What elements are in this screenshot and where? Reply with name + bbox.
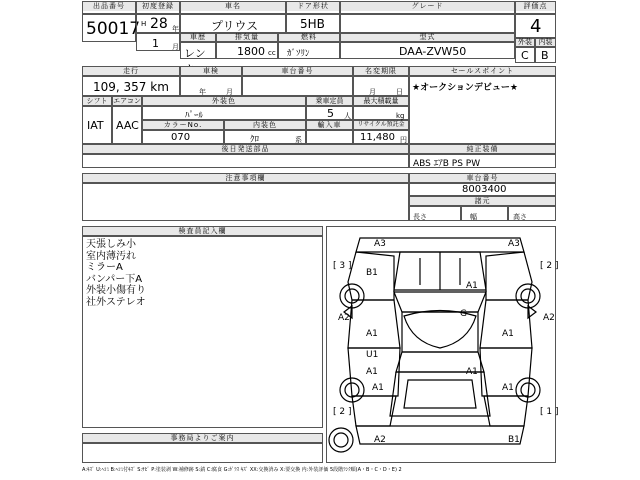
inspector-label-cell: 検査員記入欄 <box>82 226 323 236</box>
fuel-label-cell: 燃料 <box>278 33 340 42</box>
usage-cell <box>180 42 216 59</box>
year-unit: 年 <box>172 25 179 33</box>
footer-legend: A:ｷｽﾞ U:ﾍｺﾐ B:ﾍｺﾐ付ｷｽﾞ S:ｻﾋﾞ P:塗装剥 W:補修跡 S:錆 C:腐食 G:ｶﾞﾗｽ ｷｽﾞ XX:交換済み X:要交換 内:外装評価 5段階ﾗﾝｸ順(A・B・C・D・E) 2 <box>82 467 402 473</box>
shift-cell <box>82 106 112 144</box>
displacement: 1800 <box>237 45 265 58</box>
era: H <box>141 20 147 28</box>
shaken-label-cell: 車検 <box>180 66 242 76</box>
damage-diagram <box>326 226 559 463</box>
damage-mark: A3 <box>374 239 386 249</box>
ext-grade-label-cell: 外装 <box>515 38 535 47</box>
ext-color-label-cell: 外装色 <box>142 96 306 106</box>
ext-color-cell <box>142 106 306 120</box>
shift: IAT <box>87 119 104 132</box>
sales-point-cell <box>409 76 556 144</box>
int-grade-label-cell: 内装 <box>535 38 556 47</box>
panel-number: [ 2 ] <box>333 407 352 417</box>
panel-number: [ 1 ] <box>540 407 559 417</box>
damage-mark: B1 <box>508 435 520 445</box>
damage-mark: A1 <box>466 367 478 377</box>
first-reg-label-cell: 初度登録 <box>136 1 180 14</box>
inspector-line: バンパー下A <box>86 273 143 285</box>
color-no-label-cell: カラーNo. <box>142 120 224 130</box>
capacity-cell: 5 人 <box>306 106 353 120</box>
inspector-line: 天張しみ小 <box>86 239 136 250</box>
int-color-cell: ｸﾛ 系 <box>224 130 306 144</box>
sales-label-cell: セールスポイント <box>409 66 556 76</box>
first-reg-month-cell <box>136 33 180 51</box>
color-no-cell <box>142 130 224 144</box>
score-label-cell: 評価点 <box>515 1 556 14</box>
load-label-cell: 最大積載量 <box>353 96 409 106</box>
damage-mark: A2 <box>374 435 386 445</box>
inspector-lines <box>86 239 146 308</box>
mileage-label-cell: 走行 <box>82 66 180 76</box>
displacement-label-cell: 排気量 <box>216 33 278 42</box>
ext-color: ﾊﾟｰﾙ <box>185 111 204 121</box>
ac-label-cell: エアコン <box>113 97 141 105</box>
door-cell <box>286 14 340 33</box>
month-unit: 月 <box>172 43 179 51</box>
grade-cell <box>340 14 515 33</box>
damage-mark: B1 <box>366 268 378 278</box>
odometer-value: 8003400 <box>462 184 507 195</box>
chassis-label-cell: 車台番号 <box>242 66 353 76</box>
damage-mark: A2 <box>338 313 350 323</box>
odometer-label-cell: 車台番号 <box>409 173 556 183</box>
width-cell: 幅 <box>461 206 508 221</box>
damage-mark: G <box>460 309 467 319</box>
door-label-cell: ドア形状 <box>286 1 340 14</box>
dims-label-cell: 諸元 <box>409 196 556 206</box>
recycle-cell: 11,480 円 <box>353 130 409 144</box>
ext-grade: C <box>521 49 529 62</box>
inspector-line: ミラーA <box>86 262 123 273</box>
notes-cell <box>82 183 409 221</box>
shift-label-cell: シフト <box>82 96 112 106</box>
mileage-cell <box>82 76 180 96</box>
car-name-label-cell: 車名 <box>180 1 286 14</box>
damage-mark: A2 <box>543 313 555 323</box>
damage-mark: U1 <box>366 350 379 360</box>
model-label-cell: 型式 <box>340 33 515 42</box>
office-label-cell: 事務局よりご案内 <box>82 433 323 443</box>
panel-number: [ 2 ] <box>540 261 559 271</box>
import-cell <box>306 130 353 144</box>
genuine-label-cell: 純正装備 <box>409 144 556 154</box>
odometer-cell <box>409 183 556 196</box>
lot-no: 50017 <box>86 19 141 39</box>
recycle-label-cell: リサイクル預託金 <box>353 120 409 130</box>
model: DAA-ZVW50 <box>399 45 467 58</box>
panel-number: [ 3 ] <box>333 261 352 271</box>
ac-cell <box>112 106 142 144</box>
color-no: 070 <box>171 132 191 143</box>
damage-mark: A1 <box>502 383 514 393</box>
int-grade: B <box>541 49 549 62</box>
spare-wheel <box>329 428 353 452</box>
reg-month: 1 <box>152 37 159 50</box>
car-name: プリウス <box>211 19 259 33</box>
office-cell <box>82 443 323 463</box>
capacity-label-cell: 乗車定員 <box>306 96 353 106</box>
chassis-cell <box>242 76 353 96</box>
door-shape: 5HB <box>300 17 325 31</box>
damage-mark: A1 <box>366 329 378 339</box>
int-color-label-cell: 内装色 <box>224 120 306 130</box>
inspector-line: 外装小傷有り <box>86 285 146 296</box>
inspector-line: 社外ステレオ <box>86 296 146 308</box>
lot-no-label-cell: 出品番号 <box>82 1 136 14</box>
name-change-label-cell: 名変期限 <box>353 66 409 76</box>
import-label-cell: 輸入車 <box>306 120 353 130</box>
ac: AAC <box>116 119 139 132</box>
notes-label-cell: 注意事項欄 <box>82 173 409 183</box>
usage: レン <box>184 47 206 60</box>
retro-cell <box>82 154 409 168</box>
load-cell: kg <box>353 106 409 120</box>
lot-no-cell <box>82 14 141 42</box>
int-color: ｸﾛ <box>250 135 260 145</box>
capacity: 5 <box>327 107 334 120</box>
genuine: ABS ｴｱB PS PW <box>413 159 481 169</box>
damage-mark: A1 <box>372 383 384 393</box>
int-grade-cell <box>535 47 556 63</box>
damage-mark: A3 <box>508 239 520 249</box>
grade-label-cell: グレード <box>340 1 515 14</box>
first-reg-year-cell <box>136 14 180 33</box>
length-cell: 長さ <box>409 206 461 221</box>
reg-year: 28 <box>150 16 168 32</box>
damage-mark: A1 <box>366 367 378 377</box>
displacement-cell: 1800 cc <box>216 42 278 59</box>
model-cell <box>340 42 515 59</box>
sales-point: ★オークションデビュー★ <box>412 83 518 93</box>
ext-grade-cell <box>515 47 535 63</box>
damage-mark: A1 <box>502 329 514 339</box>
shaken-cell: 年 月 <box>180 76 242 96</box>
inspector-line: 室内薄汚れ <box>86 250 136 262</box>
name-change-cell: 月 日 <box>353 76 409 96</box>
inspector-notes <box>82 236 323 428</box>
fuel-cell <box>278 42 340 59</box>
damage-mark: A1 <box>466 281 478 291</box>
score-cell <box>515 14 556 38</box>
fuel: ｶﾞｿﾘﾝ <box>287 49 310 59</box>
height-cell: 高さ <box>508 206 556 221</box>
retro-label-cell: 後日発送部品 <box>82 144 409 154</box>
car-name-cell <box>180 14 286 33</box>
mileage: 109, 357 km <box>93 80 169 94</box>
car-outline-svg <box>326 226 559 463</box>
usage-label-cell: 車歴 <box>180 33 216 42</box>
score: 4 <box>530 16 542 37</box>
genuine-cell <box>409 154 556 168</box>
recycle: 11,480 <box>360 132 395 143</box>
